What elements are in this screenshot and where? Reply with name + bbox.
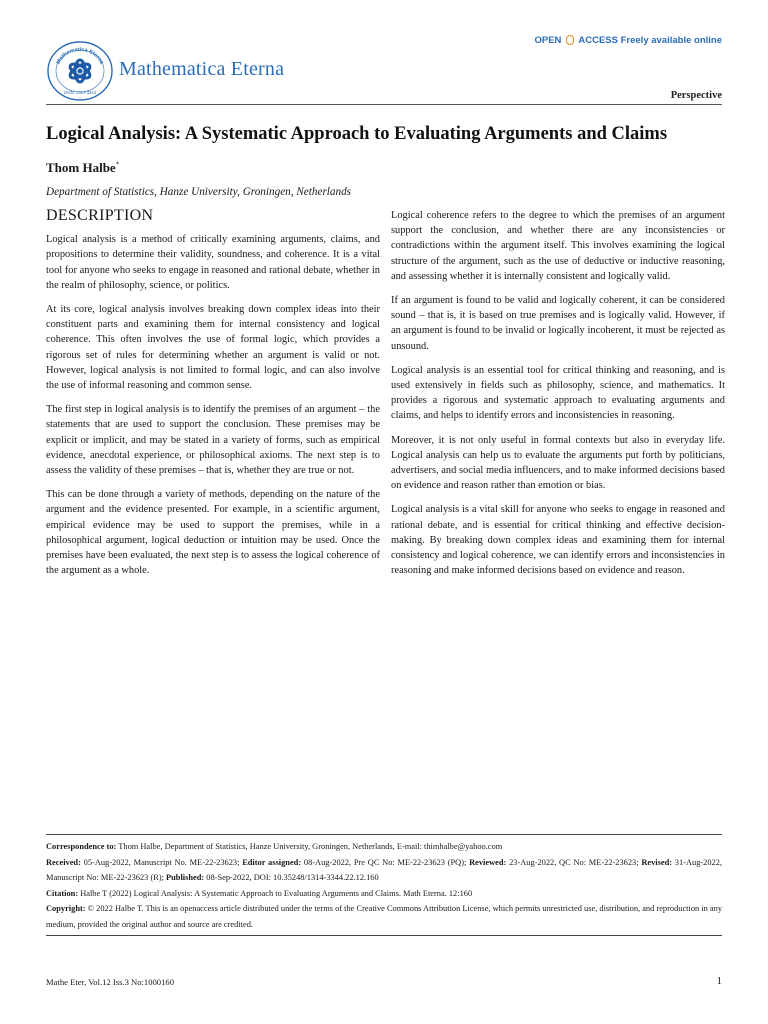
footnotes xyxy=(46,839,722,932)
copyright-note: Copyright: © 2022 Halbe T. This is an openaccess article distributed under the terms of the Creative Commons Attribution License, which permits unrestricted use, distribution, and reproduction in any medium, provided the original author and source are credited. xyxy=(46,904,723,929)
citation-note: Citation: Halbe T (2022) Logical Analysis: A Systematic Approach to Evaluating Arguments and Claims. Math Eterna. 12:160 xyxy=(46,888,473,898)
article-title: Logical Analysis: A Systematic Approach to Evaluating Arguments and Claims xyxy=(46,124,668,144)
body-paragraph: Logical analysis is a method of critically examining arguments, claims, and propositions to determine their validity, soundness, and coherence. It is a vital tool for anyone who seeks to engage in reasoned and rational debate, whether in the realm of philosophy, science, or politics. xyxy=(46,234,380,291)
body-paragraph: The first step in logical analysis is to identify the premises of an argument – the statements that are used to support the conclusion. These premises may be explicit or implicit, and may be stated in a variety of forms, such as empirical evidence, anecdotal experience, or philosophical axioms. The next step is to assess the validity of these premises – that is, whether they are true or not. xyxy=(46,404,380,477)
right-column xyxy=(391,208,725,587)
body-paragraph: At its core, logical analysis involves breaking down complex ideas into their constituent parts and examining them for internal consistency and logical coherence. This often involves the use of formal logic, which provides a rigorous set of rules for determining whether an argument is valid or not. However, logical analysis is not limited to formal logic, and can also involve the use of informal reasoning and common sense. xyxy=(46,304,380,392)
header-rule xyxy=(46,104,722,105)
body-paragraph: Logical coherence refers to the degree to which the premises of an argument support the conclusion, and whether there are any inconsistencies or contradictions within the argument itself. This involves examining the logical structure of the argument, such as the use of deductive or inductive reasoning, and assessing whether it is internally consistent and logically valid. xyxy=(391,210,725,282)
open-access-badge xyxy=(535,35,723,46)
body-paragraph: Logical analysis is a vital skill for anyone who seeks to engage in reasoned and rational debate, and is essential for critical thinking and effective decision-making. By breaking down complex ideas and examining them for internal consistency and logical coherence, we can identify errors and inconsistencies in reasoning and make informed decisions based on evidence and reason. xyxy=(391,504,725,577)
author-line xyxy=(46,160,119,176)
affiliation: Department of Statistics, Hanze University, Groningen, Netherlands xyxy=(46,186,352,198)
journal-logo xyxy=(45,40,115,102)
body-paragraph: This can be done through a variety of methods, depending on the nature of the argument and the evidence presented. For example, in a scientific argument, empirical evidence may be used to support the premises, while in a philosophical argument, logical deduction or intuition may be used. Once the premises have been evaluated, the next step is to assess the logical coherence of the argument as a whole. xyxy=(46,489,380,577)
open-lock-icon xyxy=(566,35,574,45)
body-paragraph: If an argument is found to be valid and logically coherent, it can be considered sound – that is, it is based on true premises and is logically valid. However, if an argument is found to be invalid or logically incoherent, it must be rejected as unsound. xyxy=(391,295,725,352)
footer-rule-top xyxy=(46,834,722,835)
logo-issn: ISSN: 1314-3344 xyxy=(63,90,97,95)
open-access-access: ACCESS xyxy=(578,35,618,46)
article-type: Perspective xyxy=(670,90,722,101)
body-paragraph: Moreover, it is not only useful in formal contexts but also in everyday life. Logical analysis can help us to evaluate the arguments put forth by politicians, advertisers, and social media influencers, and to make informed decisions based on evidence and reason rather than emotion or bias. xyxy=(391,434,725,492)
logo-ring-text: Mathematica Eterna xyxy=(55,46,105,66)
correspondence-note: Correspondence to: Thom Halbe, Department of Statistics, Hanze University, Groningen, Netherlands, E-mail: thimhalbe@yahoo.com xyxy=(46,842,503,851)
author-mark: * xyxy=(115,160,120,169)
left-column xyxy=(46,208,380,587)
open-access-tail: Freely available online xyxy=(620,35,722,46)
author-name: Thom Halbe xyxy=(46,160,116,175)
dates-note: Received: 05-Aug-2022, Manuscript No. ME-22-23623; Editor assigned: 08-Aug-2022, Pre QC No: ME-22-23623 (PQ); Reviewed: 23-Aug-2022, QC No: ME-22-23623; Revised: 31-Aug-2022, Manuscript No: ME-22-23623 (R); Published: 08-Sep-2022, DOI: 10.35248/1314-3344.22.12.160 xyxy=(46,857,723,882)
page-number: 1 xyxy=(716,975,722,987)
journal-name: Mathematica Eterna xyxy=(119,58,285,80)
body-paragraph: Logical analysis is an essential tool for critical thinking and reasoning, and is used extensively in fields such as philosophy, science, and mathematics. It provides a rigorous and systematic approach to evaluating arguments and claims, and helps to identify errors and inconsistencies in reasoning. xyxy=(391,364,725,422)
journal-reference: Mathe Eter, Vol.12 Iss.3 No:1000160 xyxy=(46,977,174,987)
open-access-open: OPEN xyxy=(534,35,562,46)
section-heading: DESCRIPTION xyxy=(46,207,154,224)
footer-rule-bottom xyxy=(46,935,722,936)
